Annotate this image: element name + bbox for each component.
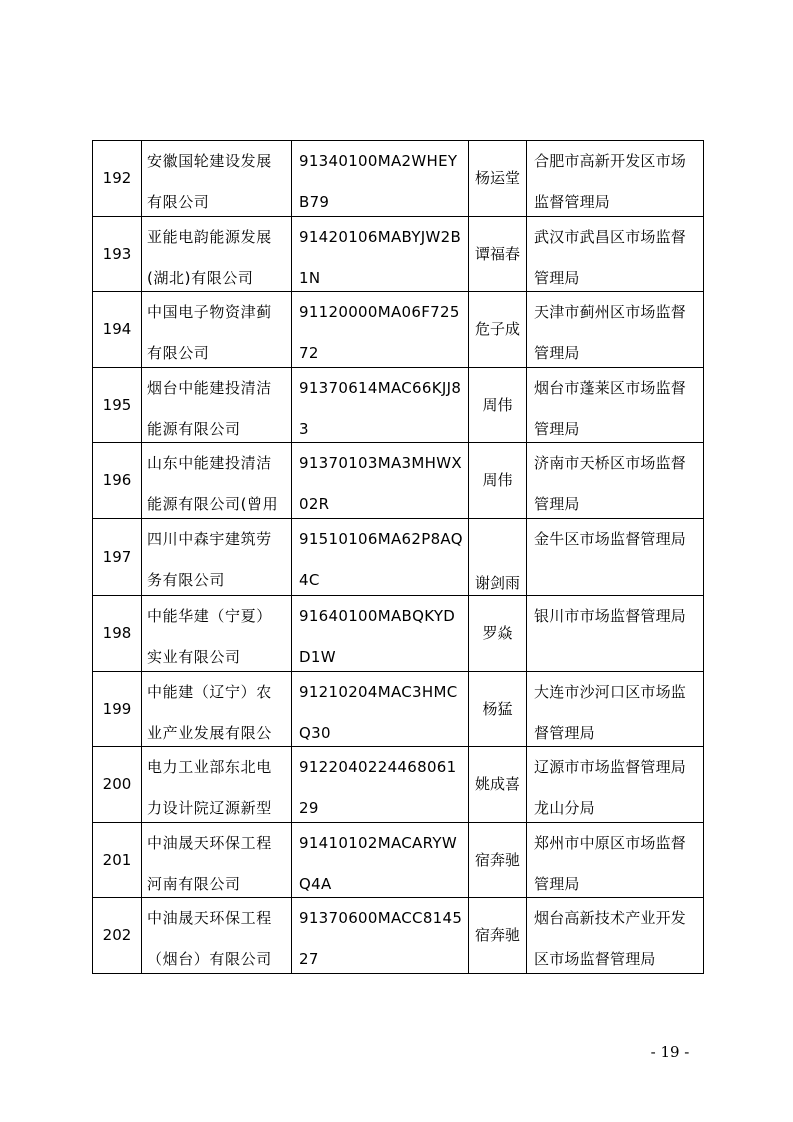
legal-person: 周伟 [469, 367, 527, 443]
credit-code: 91510106MA62P8AQ4C [299, 529, 463, 589]
registration-office: 济南市天桥区市场监督管理局 [534, 454, 687, 513]
row-number: 199 [93, 671, 142, 747]
credit-code-cell [292, 518, 469, 596]
company-name: 四川中森宇建筑劳务有限公司 [147, 529, 272, 589]
legal-person: 姚成喜 [469, 747, 527, 823]
row-number: 197 [93, 518, 142, 596]
table-row [93, 822, 704, 898]
credit-code-cell [292, 292, 469, 368]
registration-office: 烟台高新技术产业开发区市场监督管理局 [534, 909, 687, 968]
credit-code-cell [292, 141, 469, 217]
credit-code-cell [292, 671, 469, 747]
company-name: 电力工业部东北电力设计院辽源新型 [147, 758, 272, 817]
credit-code-cell [292, 822, 469, 898]
credit-code: 91210204MAC3HMCQ30 [299, 682, 458, 742]
row-number: 201 [93, 822, 142, 898]
credit-code: 91640100MABQKYDD1W [299, 607, 456, 666]
table-row [93, 292, 704, 368]
registration-office: 烟台市蓬莱区市场监督管理局 [534, 378, 687, 438]
registration-office-cell [527, 596, 704, 672]
credit-code-cell [292, 898, 469, 974]
company-name-cell [142, 443, 292, 519]
registration-office-cell [527, 367, 704, 443]
registration-office: 银川市市场监督管理局 [534, 607, 687, 625]
company-name-cell [142, 367, 292, 443]
company-name-cell [142, 141, 292, 217]
legal-person: 谭福春 [469, 216, 527, 292]
credit-code: 91410102MACARYWQ4A [299, 833, 457, 893]
table-row [93, 596, 704, 672]
credit-code: 91370600MACC814527 [299, 909, 463, 968]
credit-code: 91120000MA06F72572 [299, 303, 460, 362]
registration-office-cell [527, 518, 704, 596]
page-number: - 19 - [650, 1043, 690, 1061]
company-name-cell [142, 898, 292, 974]
legal-person: 周伟 [469, 443, 527, 519]
legal-person: 宿奔驰 [469, 822, 527, 898]
company-name: 中国电子物资津蓟有限公司 [147, 303, 272, 362]
registration-office-cell [527, 443, 704, 519]
company-name: 山东中能建投清洁能源有限公司(曾用 [147, 454, 279, 513]
credit-code-cell [292, 596, 469, 672]
legal-person: 杨猛 [469, 671, 527, 747]
registration-office-cell [527, 216, 704, 292]
registration-office: 大连市沙河口区市场监督管理局 [534, 682, 687, 742]
registration-office-cell [527, 898, 704, 974]
row-number: 193 [93, 216, 142, 292]
company-name-cell [142, 822, 292, 898]
table-row [93, 367, 704, 443]
legal-person: 宿奔驰 [469, 898, 527, 974]
table-row [93, 671, 704, 747]
company-name-cell [142, 747, 292, 823]
company-name-cell [142, 518, 292, 596]
registration-office: 武汉市武昌区市场监督管理局 [534, 227, 687, 287]
registry-table [92, 140, 704, 974]
company-name: 烟台中能建投清洁能源有限公司 [147, 378, 272, 438]
registration-office: 天津市蓟州区市场监督管理局 [534, 303, 687, 362]
registration-office: 合肥市高新开发区市场监督管理局 [534, 152, 687, 211]
credit-code: 912204022446806129 [299, 758, 457, 817]
registration-office-cell [527, 822, 704, 898]
legal-person: 罗焱 [469, 596, 527, 672]
registration-office-cell [527, 747, 704, 823]
credit-code-cell [292, 367, 469, 443]
company-name-cell [142, 671, 292, 747]
registration-office-cell [527, 292, 704, 368]
table-row [93, 518, 704, 596]
legal-person: 危子成 [469, 292, 527, 368]
legal-person: 谢剑雨 [469, 518, 527, 596]
registration-office-cell [527, 671, 704, 747]
company-name: 亚能电韵能源发展(湖北)有限公司 [147, 227, 272, 287]
row-number: 198 [93, 596, 142, 672]
table-row [93, 443, 704, 519]
registration-office: 郑州市中原区市场监督管理局 [534, 833, 687, 893]
credit-code-cell [292, 747, 469, 823]
row-number: 202 [93, 898, 142, 974]
company-name-cell [142, 596, 292, 672]
registration-office: 辽源市市场监督管理局龙山分局 [534, 758, 687, 817]
table-row [93, 747, 704, 823]
registration-office: 金牛区市场监督管理局 [534, 529, 687, 548]
company-name: 中油晟天环保工程河南有限公司 [147, 833, 272, 893]
credit-code: 91370614MAC66KJJ83 [299, 378, 462, 438]
row-number: 195 [93, 367, 142, 443]
row-number: 192 [93, 141, 142, 217]
registration-office-cell [527, 141, 704, 217]
table-row [93, 216, 704, 292]
credit-code: 91340100MA2WHEYB79 [299, 152, 458, 211]
legal-person: 杨运堂 [469, 141, 527, 217]
company-name: 中能建（辽宁）农业产业发展有限公 [147, 682, 272, 742]
row-number: 194 [93, 292, 142, 368]
company-name: 中能华建（宁夏）实业有限公司 [147, 607, 272, 666]
credit-code: 91370103MA3MHWX02R [299, 454, 462, 513]
credit-code-cell [292, 443, 469, 519]
row-number: 200 [93, 747, 142, 823]
credit-code: 91420106MABYJW2B1N [299, 227, 462, 287]
credit-code-cell [292, 216, 469, 292]
company-name: 安徽国轮建设发展有限公司 [147, 152, 272, 211]
row-number: 196 [93, 443, 142, 519]
table-row [93, 141, 704, 217]
table-row [93, 898, 704, 974]
company-name-cell [142, 292, 292, 368]
company-name-cell [142, 216, 292, 292]
company-name: 中油晟天环保工程（烟台）有限公司 [147, 909, 272, 968]
